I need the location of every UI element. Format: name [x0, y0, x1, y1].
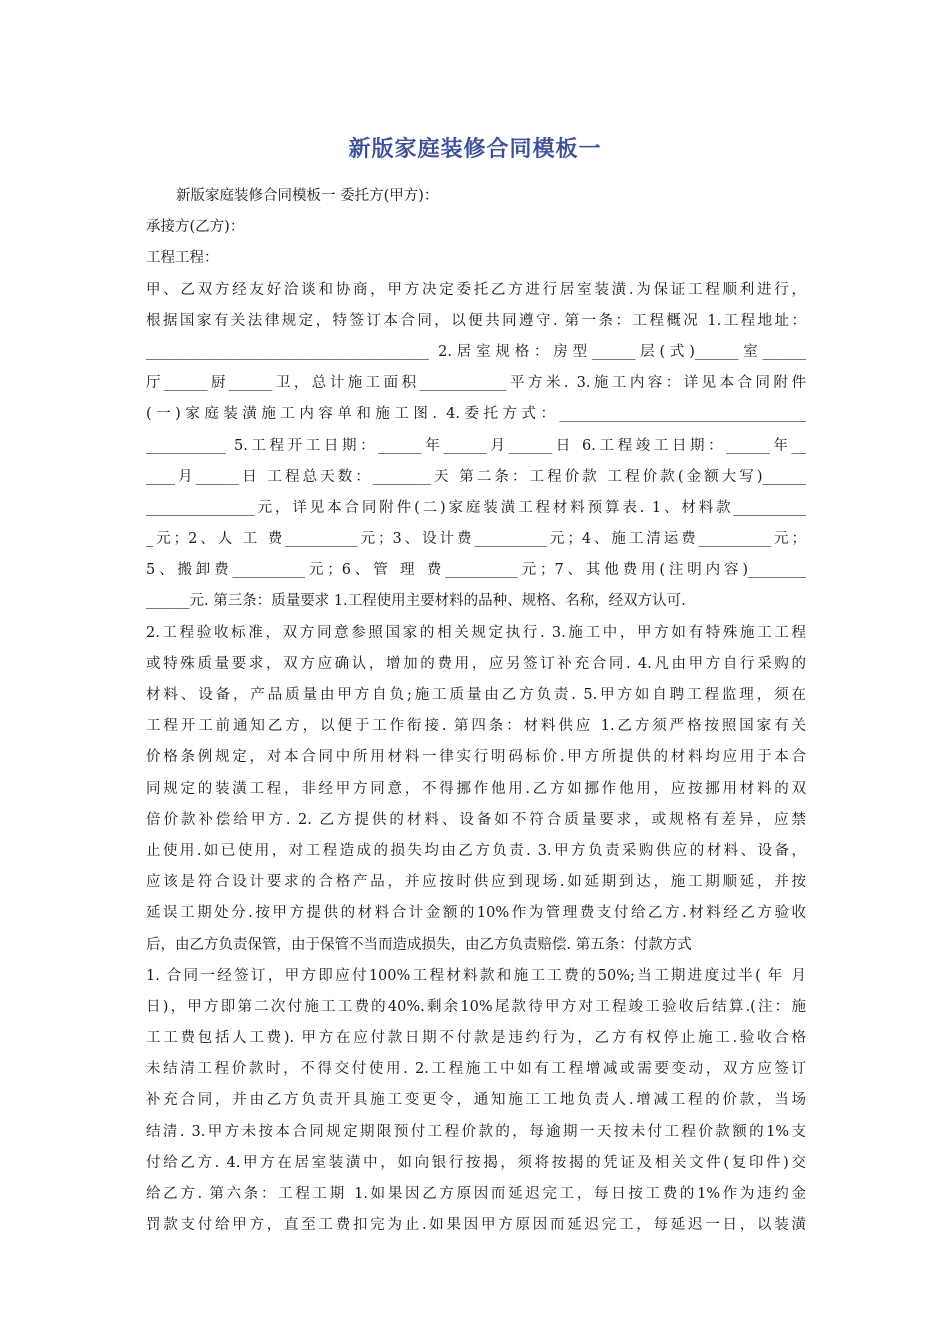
body-line: 后，由乙方负责保管，由于保管不当而造成损失，由乙方负责赔偿. 第五条：付款方式	[146, 936, 692, 953]
body-line: 或特殊质量要求，双方应确认，增加的费用，应另签订补充合同. 4.凡由甲方自行采购的	[146, 655, 806, 672]
document-title: 新版家庭装修合同模板一	[348, 137, 602, 162]
body-line: ___________ 5.工程开工日期：______年______月______日 6.工程竣工日期：______年__	[146, 437, 806, 454]
body-line: 承接方(乙方)：	[146, 219, 245, 236]
body-line: 2.工程验收标准，双方同意参照国家的相关规定执行. 3.施工中，甲方如有特殊施工工程	[146, 624, 806, 641]
body-line: 价格条例规定，对本合同中所用材料一律实行明码标价.甲方所提供的材料均应用于本合	[146, 749, 806, 766]
body-line: _______________元，详见本合同附件(二)家庭装潢工程材料预算表. 1、材料款__________	[146, 499, 806, 516]
body-line: 5、搬卸费__________元；6、管 理 费__________元；7、其他费用(注明内容)________	[146, 562, 806, 579]
body-line: 工程工程：	[146, 250, 219, 267]
body-line: 厅______厨______卫，总计施工面积____________平方米. 3.施工内容：详见本合同附件	[146, 375, 806, 392]
body-line: _______________________________________ 2.居室规格：房型______层(式)______室______	[146, 343, 806, 360]
body-line: ______元. 第三条：质量要求 1.工程使用主要材料的品种、规格、名称，经双方认可.	[146, 593, 686, 610]
body-line: 工程开工前通知乙方，以便于工作衔接. 第四条：材料供应 1.乙方须严格按照国家有关	[146, 718, 806, 735]
body-line: 新版家庭装修合同模板一 委托方(甲方)：	[176, 188, 439, 204]
body-line: 倍价款补偿给甲方. 2. 乙方提供的材料、设备如不符合质量要求，或规格有差异，应禁	[146, 811, 806, 828]
body-line: 延误工期处分.按甲方提供的材料合计金额的10%作为管理费支付给乙方.材料经乙方验收	[146, 905, 806, 922]
body-line: 止使用.如已使用，对工程造成的损失均由乙方负责. 3.甲方负责采购供应的材料、设备，	[146, 842, 806, 859]
body-line: 日)，甲方即第二次付施工工费的40%.剩余10%尾款待甲方对工程竣工验收后结算.(注：施	[146, 998, 806, 1015]
body-line: 罚款支付给甲方，直至工费扣完为止.如果因甲方原因而延迟完工，每延迟一日，以装潢	[146, 1217, 806, 1234]
body-line: 付给乙方. 4.甲方在居室装潢中，如向银行按揭，须将按揭的凭证及相关文件(复印件)交	[146, 1154, 806, 1171]
body-line: 甲、乙双方经友好洽谈和协商，甲方决定委托乙方进行居室装潢.为保证工程顺利进行，	[146, 281, 806, 298]
body-line: (一)家庭装潢施工内容单和施工图. 4.委托方式：__________________________________	[146, 406, 806, 423]
body-line: 补充合同，并由乙方负责开具施工变更令，通知施工工地负责人.增减工程的价款，当场	[146, 1092, 806, 1109]
body-line: ____月______日 工程总天数：________天 第二条：工程价款 工程价款(金额大写)______	[146, 468, 806, 485]
body-line: 材料、设备，产品质量由甲方自负;施工质量由乙方负责. 5.甲方如自聘工程监理，须在	[146, 687, 806, 703]
body-line: 应该是符合设计要求的合格产品，并应按时供应到现场.如延期到达，施工期顺延，并按	[146, 874, 806, 891]
body-line: _元；2、人 工 费__________元；3、设计费__________元；4、施工清运费__________元；	[146, 531, 806, 548]
body-line: 根据国家有关法律规定，特签订本合同，以便共同遵守. 第一条：工程概况 1.工程地址：	[146, 312, 806, 329]
document-body	[146, 181, 806, 1241]
body-line: 给乙方. 第六条：工程工期 1.如果因乙方原因而延迟完工，每日按工费的1%作为违约金	[146, 1186, 806, 1202]
body-line: 工工费包括人工费). 甲方在应付款日期不付款是违约行为，乙方有权停止施工.验收合格	[146, 1030, 806, 1047]
body-line: 同规定的装潢工程，非经甲方同意，不得挪作他用.乙方如挪作他用，应按挪用材料的双	[146, 780, 806, 797]
body-line: 未结清工程价款时，不得交付使用. 2.工程施工中如有工程增减或需要变动，双方应签订	[146, 1061, 806, 1078]
body-line: 1. 合同一经签订，甲方即应付100%工程材料款和施工工费的50%;当工期进度过半( 年 月	[146, 967, 806, 984]
body-line: 结清. 3.甲方未按本合同规定期限预付工程价款的，每逾期一天按未付工程价款额的1%支	[146, 1123, 806, 1140]
